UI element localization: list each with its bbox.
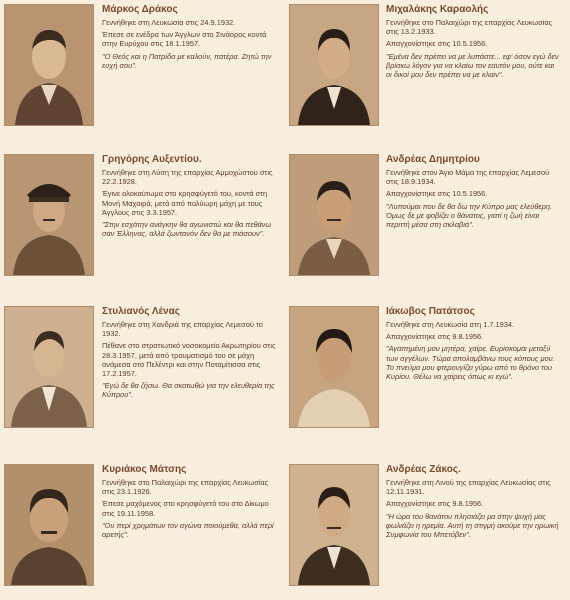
entry-text [102,154,277,238]
death-info: Έπεσε μαχόμενος στο κρησφύγετό του στο Δίκωμο στις 19.11.1958. [102,499,269,518]
hero-quote: "Λυπούμαι που δε θα δω την Κύπρο μας ελεύθερη. Όμως δε με φοβίζει ο θάνατος, γιατί η ζωή είναι περιττή μέσα στη σκλαβιά". [386,201,552,230]
entry-text [386,4,561,79]
hero-quote: "Ο Θεός και η Πατρίδα με καλούν, πατέρα. Ζητώ την ευχή σου". [102,51,272,70]
hero-name: Γρηγόρης Αυξεντίου. [102,154,202,165]
birth-info: Γεννήθηκε στον Άγιο Μάμα της επαρχίας Λεμεσού στις 18.9.1934. [386,168,550,187]
portrait-photo [289,306,379,428]
portrait-image [290,465,378,585]
portrait-image [5,155,93,275]
birth-info: Γεννήθηκε στη Λύση της επαρχίας Αμμοχώστου στις 22.2.1928. [102,168,273,187]
entry-text [102,4,277,70]
death-info: Πέθανε στο στρατιωτικό νοσοκομείο Ακρωτηρίου στις 28.3.1957, μετά από τραυματισμό του σε μάχη ανάμεσα στο Πελέντρι και στην Ποταμίτισσα στις 17.2.1957. [102,341,276,379]
birth-info: Γεννήθηκε στη Λευκωσία στη 1.7.1934. [386,320,515,329]
hero-name: Στυλιανός Λένας [102,306,180,317]
death-info: Απαγχονίστηκε στις 10.5.1956. [386,189,488,199]
death-info: Απαγχονίστηκε στις 9.8.1956. [386,332,484,342]
entry-text [386,306,561,381]
portrait-image [290,307,378,427]
hero-name: Κυριάκος Μάτσης [102,464,187,475]
birth-info: Γεννήθηκε στη Λινού της επαρχίας Λευκωσίας στις 12.11.1931. [386,478,551,497]
portrait-image [5,5,93,125]
birth-info: Γεννήθηκε στο Παλαιχώρι της επαρχίας Λευκωσίας στις 13.2.1933. [386,18,553,37]
birth-info: Γεννήθηκε στη Χανδριά της επαρχίας Λεμεσού το 1932. [102,320,263,339]
entry-3 [0,150,285,302]
portrait-photo [289,464,379,586]
hero-quote: "Εγώ δε θα ζήσω. Θα σκοτωθώ για την ελευθερία της Κύπρου". [102,381,275,400]
death-info: Απαγχονίστηκε στις 9.8.1956. [386,499,484,509]
hero-quote: "Ου περί χρημάτων τον αγώνα ποιούμεθα, αλλά περί αρετής". [102,520,274,540]
hero-name: Ιάκωβος Πατάτσος [386,306,475,317]
entry-5 [0,302,285,460]
entry-1 [0,0,285,150]
death-info: Απαγχονίστηκε στις 10.5.1956. [386,39,488,49]
hero-quote: "Εμένα δεν πρέπει να με λυπάστε... εφ' όσον εγώ δεν βρίσκω λόγον για να κλαίω τον εαυτόν μου, ούτε και οι δικοί μου δεν πρέπει να με κλαιν". [386,51,559,80]
death-info: Έπεσε σε ενέδρα των Άγγλων στο Σινάορος κοντά στην Ευρύχου στις 18.1.1957. [102,30,267,49]
portrait-photo [289,4,379,126]
entry-6 [285,302,570,460]
birth-info: Γεννήθηκε στο Παλαιχώρι της επαρχίας Λευκωσίας στις 23.1.1926. [102,478,269,497]
entry-2 [285,0,570,150]
hero-name: Μάρκος Δράκος [102,4,178,15]
portrait-photo [4,4,94,126]
portrait-photo [289,154,379,276]
hero-quote: "Αγαπημένη μου μητέρα, χαίρε. Ευρίσκομαι μεταξύ των αγγέλων. Τώρα απολαμβάνω τους κόπους μου. Το πνεύμα μου φτερουγίζει γύρω από το θρόνο του Κυρίου. Θέλω να χαίρεις όπως κι εγώ". [386,344,555,382]
entry-4 [285,150,570,302]
entry-text [386,154,561,229]
death-info: Έγινε ολοκαύτωμα στο κρησφύγετό του, κοντά στη Μονή Μαχαιρά, μετά από πολύωρη μάχη με τους Άγγλους στις 3.3.1957. [102,189,268,217]
entry-7 [0,460,285,600]
hero-quote: "Η ώρα του θανάτου πλησιάζει μα στην ψυχή μας φωλιάζει η ηρεμία. Αυτή τη στιγμή ακούμε την ηρωική Συμφωνία του Μπετόβεν". [386,511,559,540]
portrait-image [290,155,378,275]
portrait-image [5,307,93,427]
hero-quote: "Στην εσχάτην ανάγκην θα αγωνιστώ και θα πεθάνω σαν Έλληνας, αλλά ζωντανόν δεν θα με πιάσουν". [102,220,272,239]
entry-text [386,464,561,539]
portrait-photo [4,306,94,428]
hero-name: Ανδρέας Δημητρίου [386,154,480,165]
portrait-image [290,5,378,125]
portrait-photo [4,154,94,276]
portrait-photo [4,464,94,586]
entry-8 [285,460,570,600]
portrait-image [5,465,93,585]
birth-info: Γεννήθηκε στη Λευκωσία στις 24.9.1932. [102,18,236,27]
entry-text [102,306,277,400]
hero-name: Ανδρέας Ζάκος. [386,464,461,475]
hero-name: Μιχαλάκης Καραολής [386,4,489,15]
entry-text [102,464,277,539]
